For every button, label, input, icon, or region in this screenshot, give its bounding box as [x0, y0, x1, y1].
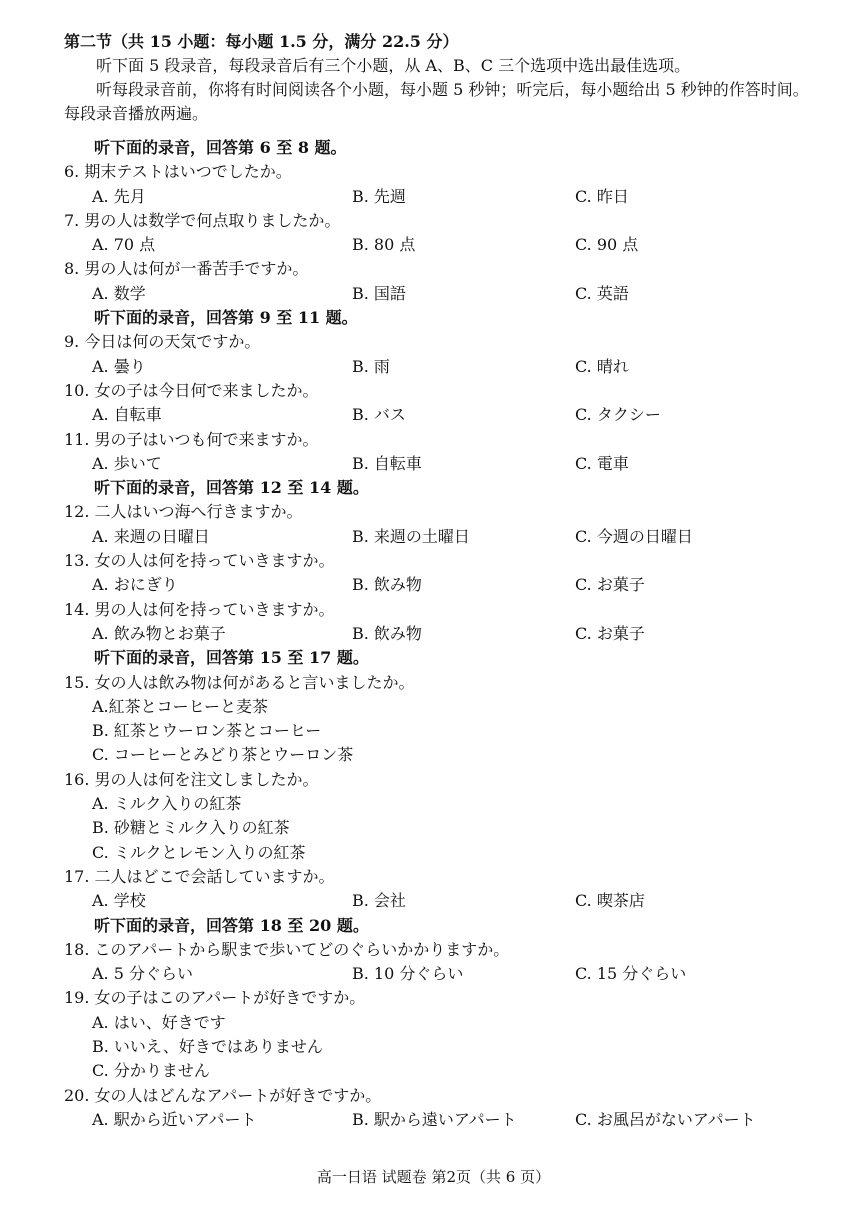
option-row — [64, 962, 824, 986]
page-footer: 高一日语 试题卷 第2页（共 6 页） — [316, 1168, 551, 1186]
listening-section-heading: 听下面的录音，回答第 9 至 11 题。 — [94, 308, 358, 328]
option-b: B. 駅から遠いアパート — [352, 1109, 517, 1129]
option-row — [64, 889, 824, 913]
option-c: C. 電車 — [575, 453, 629, 473]
option-c: C. お菓子 — [575, 575, 645, 595]
question-stem: 14. 男の人は何を持っていきますか。 — [64, 599, 335, 619]
option-c: C. 15 分ぐらい — [575, 964, 687, 984]
question-stem: 19. 女の子はこのアパートが好きですか。 — [64, 988, 366, 1008]
option-a: A. 飲み物とお菓子 — [92, 623, 226, 643]
question-stem: 16. 男の人は何を注文しましたか。 — [64, 769, 319, 789]
option-b: B. バス — [352, 405, 406, 425]
option-row — [64, 355, 824, 379]
option-row — [64, 185, 824, 209]
listening-section-heading: 听下面的录音，回答第 18 至 20 题。 — [94, 915, 369, 935]
option-b: B. 会社 — [352, 891, 406, 911]
option-row — [64, 233, 824, 257]
question-stem: 12. 二人はいつ海へ行きますか。 — [64, 502, 303, 522]
question-stem: 13. 女の人は何を持っていきますか。 — [64, 551, 335, 571]
option-b: B. 80 点 — [352, 235, 416, 255]
question-stem: 6. 期末テストはいつでしたか。 — [64, 162, 292, 182]
option-a: A. おにぎり — [92, 575, 178, 595]
option-a: A. 学校 — [92, 891, 146, 911]
option-a: A. 駅から近いアパート — [92, 1109, 257, 1129]
question-list — [64, 136, 824, 1132]
option-b: B. 来週の土曜日 — [352, 526, 470, 546]
option-c: C. 晴れ — [575, 356, 629, 376]
option-b: B. 自転車 — [352, 453, 422, 473]
option-c: C. お菓子 — [575, 623, 645, 643]
option-a: A.紅茶とコーヒーと麦茶 — [92, 696, 269, 716]
option-row — [64, 1108, 824, 1132]
option-c: C. 喫茶店 — [575, 891, 645, 911]
option-b: B. 先週 — [352, 186, 406, 206]
option-row — [64, 525, 824, 549]
question-stem: 18. このアパートから駅まで歩いてどのぐらいかかりますか。 — [64, 939, 510, 959]
option-c: C. 昨日 — [575, 186, 629, 206]
option-c: C. 分かりません — [92, 1061, 210, 1081]
option-b: B. 砂糖とミルク入りの紅茶 — [92, 818, 290, 838]
option-b: B. 国語 — [352, 283, 406, 303]
option-c: C. お風呂がないアパート — [575, 1109, 756, 1129]
option-a: A. 来週の日曜日 — [92, 526, 210, 546]
option-a: A. はい、好きです — [92, 1012, 226, 1032]
option-row — [64, 622, 824, 646]
option-a: A. ミルク入りの紅茶 — [92, 794, 242, 814]
option-b: B. 飲み物 — [352, 623, 422, 643]
option-a: A. 先月 — [92, 186, 146, 206]
option-a: A. 5 分ぐらい — [92, 964, 193, 984]
section-intro — [64, 30, 814, 126]
option-a: A. 歩いて — [92, 453, 162, 473]
question-stem: 11. 男の子はいつも何で来ますか。 — [64, 429, 319, 449]
option-row — [64, 452, 824, 476]
listening-section-heading: 听下面的录音，回答第 15 至 17 题。 — [94, 648, 369, 668]
option-row — [64, 282, 824, 306]
option-b: B. 雨 — [352, 356, 390, 376]
section-title: 第二节（共 15 小题：每小题 1.5 分，满分 22.5 分） — [64, 32, 459, 51]
option-c: C. コーヒーとみどり茶とウーロン茶 — [92, 745, 354, 765]
listening-section-heading: 听下面的录音，回答第 12 至 14 题。 — [94, 478, 369, 498]
option-c: C. タクシー — [575, 405, 661, 425]
question-stem: 20. 女の人はどんなアパートが好きですか。 — [64, 1085, 382, 1105]
instruction-1: 听下面 5 段录音，每段录音后有三个小题，从 A、B、C 三个选项中选出最佳选项。 — [96, 56, 691, 75]
instruction-2: 听每段录音前，你将有时间阅读各个小题，每小题 5 秒钟；听完后，每小题给出 5 秒钟的作答时间。每段录音播放两遍。 — [64, 80, 809, 123]
option-c: C. 今週の日曜日 — [575, 526, 693, 546]
listening-section-heading: 听下面的录音，回答第 6 至 8 题。 — [94, 138, 347, 157]
question-stem: 15. 女の人は飲み物は何があると言いましたか。 — [64, 672, 415, 692]
option-a: A. 曇り — [92, 356, 146, 376]
question-stem: 10. 女の子は今日何で来ましたか。 — [64, 380, 319, 400]
option-b: B. いいえ、好きではありません — [92, 1036, 323, 1056]
option-b: B. 飲み物 — [352, 575, 422, 595]
option-row — [64, 403, 824, 427]
question-stem: 8. 男の人は何が一番苦手ですか。 — [64, 259, 309, 279]
question-stem: 17. 二人はどこで会話していますか。 — [64, 866, 335, 886]
option-b: B. 10 分ぐらい — [352, 964, 464, 984]
option-c: C. 90 点 — [575, 235, 639, 255]
option-c: C. ミルクとレモン入りの紅茶 — [92, 842, 306, 862]
option-a: A. 自転車 — [92, 405, 162, 425]
question-stem: 7. 男の人は数学で何点取りましたか。 — [64, 210, 341, 230]
option-b: B. 紅茶とウーロン茶とコーヒー — [92, 721, 322, 741]
option-row — [64, 573, 824, 597]
option-a: A. 70 点 — [92, 235, 156, 255]
question-stem: 9. 今日は何の天気ですか。 — [64, 332, 261, 352]
option-a: A. 数学 — [92, 283, 146, 303]
option-c: C. 英語 — [575, 283, 629, 303]
